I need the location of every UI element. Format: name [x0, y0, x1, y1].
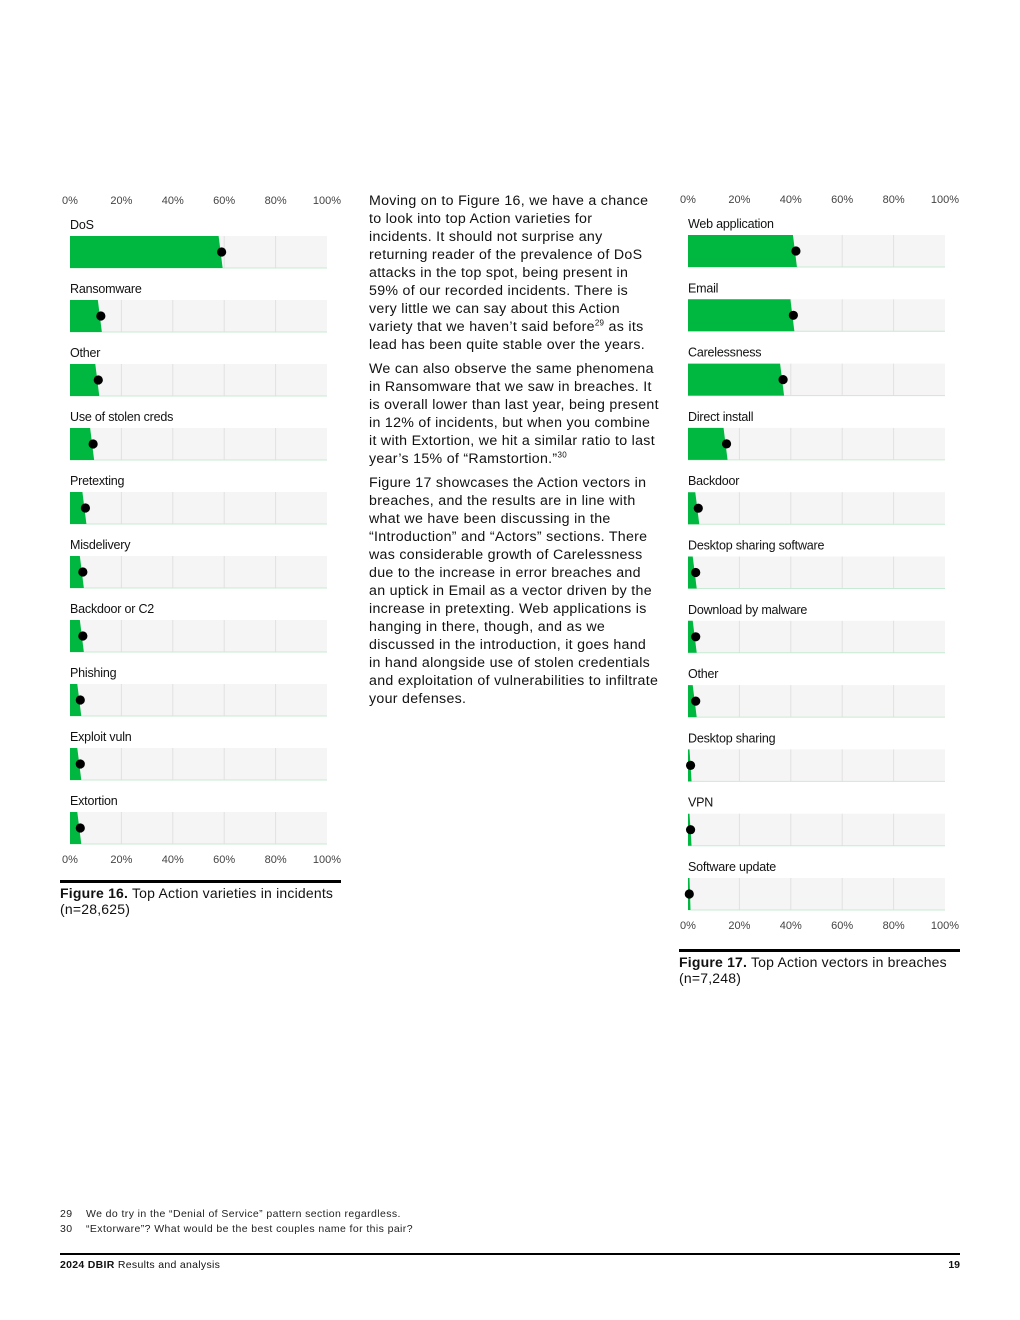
- footnote-text: We do try in the “Denial of Service” pattern section regardless.: [86, 1208, 401, 1220]
- tick-label-bottom: 80%: [264, 854, 287, 866]
- value-marker: [89, 439, 98, 448]
- tick-label-top: 100%: [312, 195, 342, 207]
- value-marker: [691, 568, 700, 577]
- page-number: 19: [948, 1259, 960, 1271]
- category-label: Other: [688, 667, 719, 682]
- figure-17-caption-text: Top Action vectors in breaches (n=7,248): [679, 954, 947, 986]
- tick-label-top: 20%: [110, 195, 133, 207]
- bar-track: [70, 300, 327, 332]
- category-label: Email: [688, 281, 719, 296]
- value-marker: [691, 697, 700, 706]
- tick-label-bottom: 80%: [882, 920, 905, 932]
- bar-track: [70, 684, 327, 716]
- category-label: DoS: [70, 218, 94, 232]
- footnote-number: 29: [60, 1208, 73, 1220]
- value-marker: [791, 246, 800, 255]
- category-label: Backdoor or C2: [70, 602, 155, 616]
- value-marker: [96, 311, 105, 320]
- value-marker: [722, 439, 731, 448]
- category-label: Desktop sharing software: [688, 538, 825, 553]
- bar-track: [688, 685, 945, 717]
- paragraph-1-text: Moving on to Figure 16, we have a chance to look into top Action varieties for incidents. It should not surprise any returning reader of the prevalence of DoS attacks in the top spot, being present in 59% of our recorded incidents. There is very little we can say about this Action variety that we haven’t said before: [369, 193, 649, 335]
- report-name: 2024 DBIR: [60, 1259, 115, 1271]
- tick-label-bottom: 0%: [62, 854, 78, 866]
- bar: [688, 364, 784, 396]
- footnote-number: 30: [60, 1223, 73, 1235]
- bar-track: [70, 620, 327, 652]
- figure-16-caption-label: Figure 16.: [60, 885, 129, 901]
- category-label: Ransomware: [70, 282, 142, 296]
- tick-label-top: 20%: [728, 194, 751, 206]
- category-label: Pretexting: [70, 474, 125, 488]
- tick-label-bottom: 20%: [110, 854, 133, 866]
- category-label: Extortion: [70, 794, 118, 808]
- tick-label-top: 100%: [930, 194, 960, 206]
- category-label: Phishing: [70, 666, 117, 680]
- bar-track: [70, 492, 327, 524]
- tick-label-bottom: 100%: [312, 854, 342, 866]
- category-label: Software update: [688, 860, 777, 874]
- value-marker: [78, 631, 87, 640]
- category-label: Other: [70, 346, 101, 360]
- value-marker: [778, 375, 787, 384]
- value-marker: [81, 503, 90, 512]
- footnote-30: [60, 1222, 413, 1237]
- bar-track: [70, 556, 327, 588]
- footnotes: [60, 1207, 413, 1237]
- value-marker: [686, 761, 695, 770]
- tick-label-top: 80%: [264, 195, 287, 207]
- tick-label-bottom: 0%: [680, 920, 696, 932]
- figure-16-caption: [60, 880, 341, 917]
- paragraph-3: Figure 17 showcases the Action vectors in breaches, and the results are in line with what we have been discussing in the “Introduction” and “Actors” sections. There was considerable growth of Carelessness due to the increase in error breaches and an uptick in Email as a vector driven by the increase in pretexting. Web applications is hanging in there, though, and as we discussed in the introduction, it goes hand in hand alongside use of stolen credentials and exploitation of vulnerabilities to infiltrate your defenses.: [369, 475, 659, 707]
- paragraph-1: [369, 192, 659, 354]
- tick-label-top: 40%: [161, 195, 184, 207]
- value-marker: [789, 311, 798, 320]
- category-label: Carelessness: [688, 345, 762, 360]
- tick-label-bottom: 100%: [930, 920, 960, 932]
- bar-track: [70, 748, 327, 780]
- section-name: Results and analysis: [114, 1259, 221, 1271]
- category-label: Use of stolen creds: [70, 410, 174, 424]
- tick-label-top: 80%: [882, 194, 905, 206]
- category-label: Download by malware: [688, 602, 808, 617]
- tick-label-top: 0%: [62, 195, 78, 207]
- bar-track: [688, 749, 945, 781]
- bar-track: [70, 364, 327, 396]
- bar: [688, 428, 728, 460]
- bar-track: [70, 812, 327, 844]
- bar-track: [688, 878, 945, 910]
- bar-track: [70, 428, 327, 460]
- bar-track: [688, 621, 945, 653]
- bar: [688, 299, 794, 331]
- figure-17-caption: [679, 949, 960, 986]
- tick-label-bottom: 60%: [213, 854, 236, 866]
- footnote-ref-30[interactable]: 30: [557, 450, 567, 460]
- category-label: Exploit vuln: [70, 730, 132, 744]
- value-marker: [94, 375, 103, 384]
- value-marker: [78, 567, 87, 576]
- footnote-29: [60, 1207, 413, 1222]
- bar: [688, 235, 797, 267]
- footnote-ref-29[interactable]: 29: [594, 318, 605, 328]
- category-label: Misdelivery: [70, 538, 131, 552]
- value-marker: [76, 823, 85, 832]
- tick-label-top: 60%: [213, 195, 236, 207]
- figure-17-caption-label: Figure 17.: [679, 954, 748, 970]
- tick-label-bottom: 40%: [161, 854, 184, 866]
- paragraph-2: [369, 360, 659, 468]
- tick-label-bottom: 60%: [831, 920, 854, 932]
- category-label: Direct install: [688, 409, 754, 424]
- tick-label-bottom: 20%: [728, 920, 751, 932]
- value-marker: [76, 759, 85, 768]
- paragraph-1-text-end: as its lead has been quite stable over the years.: [369, 319, 646, 353]
- paragraph-2-text: We can also observe the same phenomena in Ransomware that we saw in breaches. It is overall lower than last year, being present in 12% of incidents, but when you combine it with Extortion, we hit a similar ratio to last year’s 15% of “Ramstortion.”: [369, 361, 659, 467]
- value-marker: [685, 889, 694, 898]
- footer-rule: [60, 1253, 960, 1255]
- bar-track: [688, 492, 945, 524]
- footnote-text: “Extorware”? What would be the best couples name for this pair?: [86, 1223, 413, 1235]
- figure-16-caption-text: Top Action varieties in incidents (n=28,625): [60, 885, 334, 917]
- footer-title: [60, 1259, 220, 1271]
- value-marker: [76, 695, 85, 704]
- value-marker: [691, 632, 700, 641]
- bar-track: [688, 814, 945, 846]
- bar-track: [688, 557, 945, 589]
- tick-label-top: 0%: [680, 194, 696, 206]
- category-label: VPN: [688, 795, 714, 810]
- category-label: Desktop sharing: [688, 731, 776, 746]
- tick-label-top: 60%: [831, 194, 854, 206]
- value-marker: [694, 504, 703, 513]
- bar: [70, 236, 223, 268]
- category-label: Backdoor: [688, 474, 740, 489]
- body-text: [369, 192, 659, 714]
- tick-label-bottom: 40%: [779, 920, 802, 932]
- value-marker: [217, 247, 226, 256]
- category-label: Web application: [688, 217, 774, 231]
- value-marker: [686, 825, 695, 834]
- tick-label-top: 40%: [779, 194, 802, 206]
